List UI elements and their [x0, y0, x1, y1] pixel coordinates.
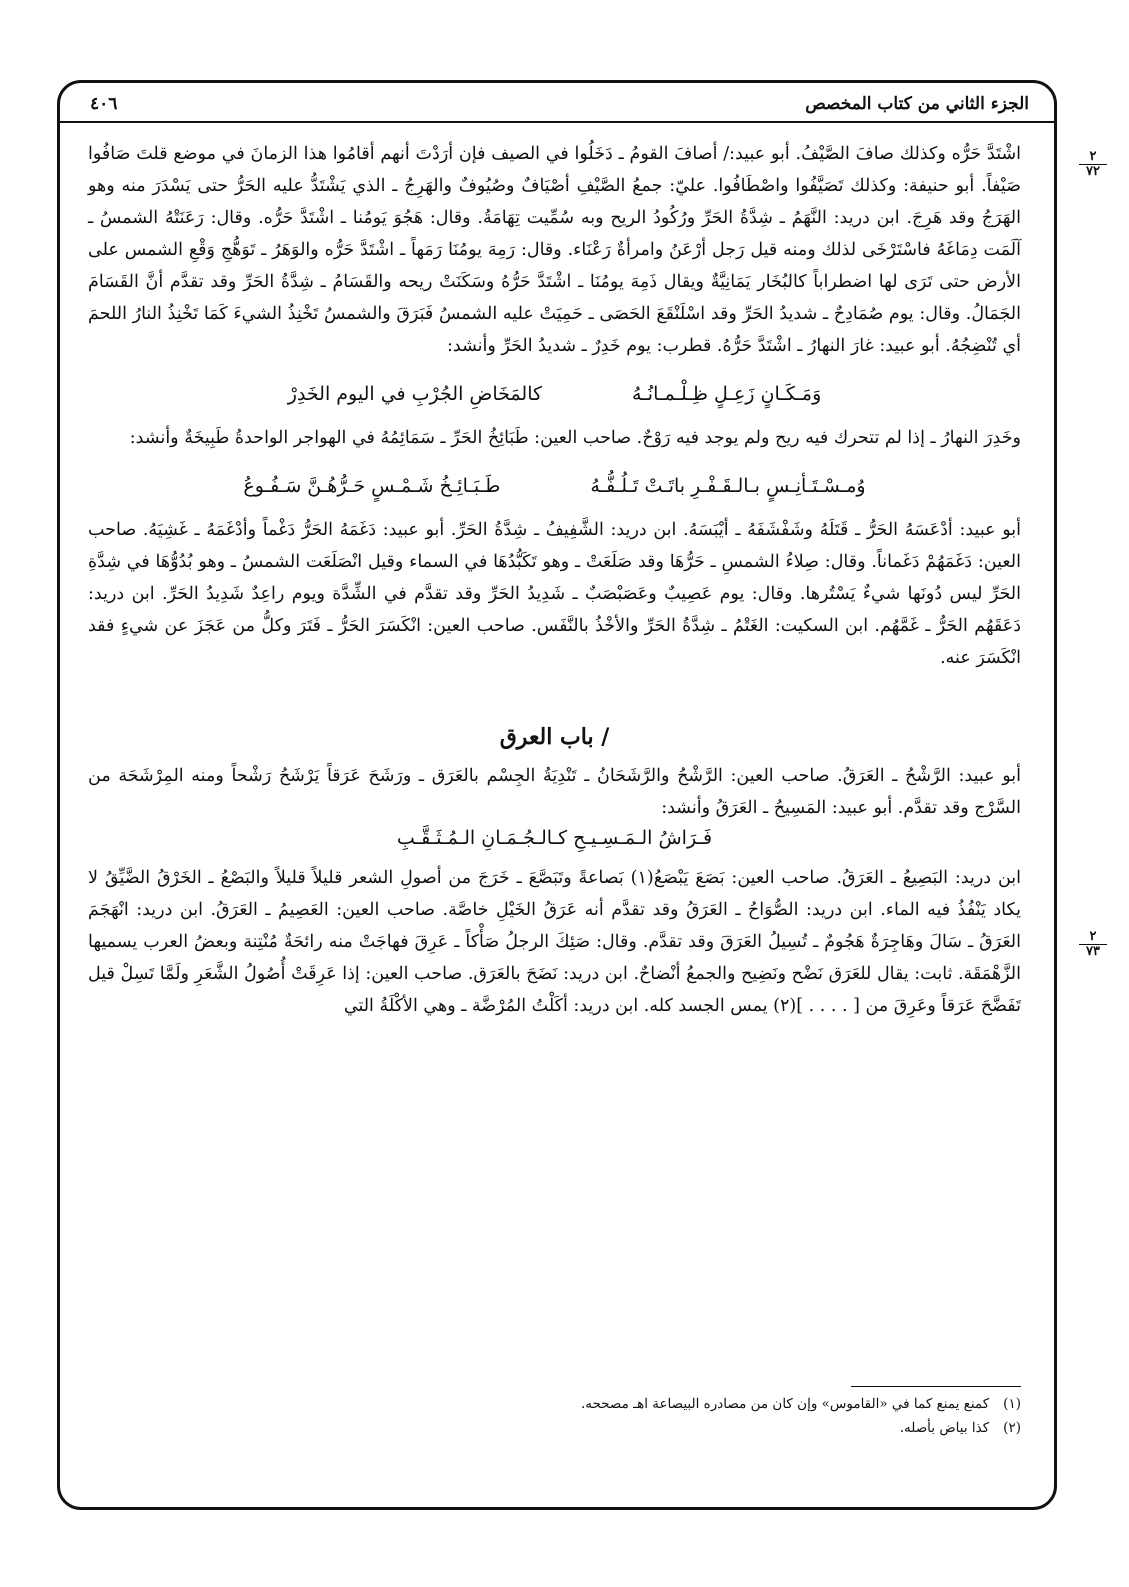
verse-2	[88, 472, 1021, 500]
verse-hemistich-first: وُمـسْـتَـأنِـسٍ بـالـقَـفْـرِ باتَـتْ تَـلُـفُّـهُ	[590, 475, 866, 497]
chapter-title: / باب العرق	[499, 724, 610, 750]
page-number: ٤٠٦	[90, 94, 118, 114]
verse-hemistich-first: وَمَـكَـانٍ زَعِـلٍ ظِـلْـمـانُـهُ	[632, 383, 822, 405]
paragraph-heat-3: أبو عبيد: أدْعَسَهُ الحَرُّ ـ قَتَلَهُ وشَفْشَفَهُ ـ أيْبَسَهُ. ابن دريد: الشَّفِيفُ ـ شِدَّةُ الحَرِّ. أبو عبيد: دَغَمَهُ الحَرُّ دَغْماً وأدْغَمَهُ ـ غَشِيَهُ. صاحب العين: دَغَمَهُمْ دَغَماناً. وقال: صِلاءُ الشمسِ ـ حَرُّهَا وقد صَلَعَتْ ـ وهو تَكَبُّدُهَا في السماء وقيل انْصَلَعَت الشمسُ ـ وهو بُدُوُّهَا في شِدَّةِ الحَرِّ ليس دُونَها شيءٌ يَسْتُرها. وقال: يوم عَصِيبٌ وعَصَبْصَبٌ ـ شَدِيدُ الحَرِّ وقد تقدَّم في الشِّدَّة ويوم راعِدٌ شَدِيدُ الحَرِّ. ابن دريد: دَعَقَهُم الحَرُّ ـ غَمَّهُم. ابن السكيت: الغَتْمُ ـ شِدَّةُ الحَرِّ والأخْذُ بالنَّفَس. صاحب العين: انْكَسَرَ الحَرُّ ـ فَتَرَ وكلُّ من عَجَزَ عن شيءٍ فقد انْكَسَرَ عنه.	[88, 520, 1021, 668]
paragraph-heat-2: وخَدِرَ النهارُ ـ إذا لم تتحرك فيه ريح ولم يوجد فيه رَوْحٌ. صاحب العين: طَبَائِخُ الحَرِّ ـ سَمَائِمُهُ في الهواجر الواحدةُ طَبِيخَةٌ وأنشد:	[129, 428, 1021, 448]
main-text	[88, 138, 1021, 1022]
margin-note-numerator: ٢	[1089, 929, 1097, 944]
verse-hemistich-second: كالمَخَاضِ الجُرْبِ في اليوم الخَدِرْ	[287, 383, 543, 405]
footnote-text: كذا بياض بأصله.	[899, 1420, 990, 1436]
paragraph-sweat-2: ابن دريد: البَصِيعُ ـ العَرَقُ. صاحب العين: بَصَعَ يَبْصَعُ(١) بَصاعةً وتَبَصَّعَ ـ خَرَجَ من أصولِ الشعر قليلاً قليلاً والبَصْعُ ـ الخَرْقُ الضَّيِّقُ لا يكاد يَنْفُذُ فيه الماء. ابن دريد: الصُّوَاحُ ـ العَرَقُ وقد تقدَّم أنه عَرَقُ الخَيْلِ خاصَّة. صاحب العين: العَصِيمُ ـ العَرَقُ. ابن دريد: انْهَجَمَ العَرَقُ ـ سَالَ وهَاجِرَةٌ هَجُومٌ ـ تُسِيلُ العَرَقَ وقد تقدَّم. وقال: صَئِكَ الرجلُ صَأْكاً ـ عَرِقَ فهاجَتْ منه رائحَةٌ مُنْتِنة وبعضُ العرب يسميها الزَّهْمَقَة. ثابت: يقال للعَرَق نَضْح ونَضِيح والجمعُ أنْضاحٌ. ابن دريد: نَضَحَ بالعَرَق. صاحب العين: إذا عَرِقَتْ أُصُولُ الشَّعَرِ ولَمَّا تَسِلْ قيل تَفَضَّحَ عَرَقاً وعَرِقَ من [ . . . . ](٢) يمس الجسد كله. ابن دريد: أكَلْتُ المُرْضَّة ـ وهي الأكْلَةُ التي	[88, 868, 1022, 1016]
margin-note-denominator: ٧٣	[1079, 944, 1107, 959]
margin-note-folio-73	[1079, 930, 1107, 958]
footnote-rule	[851, 1386, 1021, 1387]
verse-1	[88, 380, 1021, 408]
footnote-1	[88, 1392, 1021, 1416]
header-rule	[57, 121, 1057, 123]
running-head	[90, 92, 1029, 116]
margin-note-numerator: ٢	[1089, 149, 1097, 164]
margin-note-denominator: ٧٢	[1079, 164, 1107, 179]
footnotes	[88, 1392, 1021, 1440]
margin-note-folio-72	[1079, 150, 1107, 178]
footnote-number: (١)	[1003, 1396, 1021, 1412]
paragraph-heat-1: اشْتَدَّ حَرُّه وكذلك صافَ الصَّيْفُ. أبو عبيد:/ أصافَ القومُ ـ دَخَلُوا في الصيف فإن أرَدْتَ أنهم أقامُوا هذا الزمانَ في موضع قلتَ صَافُوا صَيْفاً. أبو حنيفة: وكذلك تَصَيَّفُوا واصْطَافُوا. عليّ: جمعُ الصَّيْفِ أصْيَافٌ وصُيُوفٌ والهَرِجُ ـ الذي يَشْتَدُّ عليه الحَرُّ حتى يَسْدَرَ منه وهو الهَرَجُ وقد هَرِجَ. ابن دريد: النَّهَمُ ـ شِدَّةُ الحَرِّ ورُكُودُ الريح وبه سُمِّيت تِهَامَةُ. وقال: هَجُوَ يَومُنا ـ اشْتَدَّ حَرُّه. وقال: رَعَنَتْهُ الشمسُ ـ آلَمَت دِمَاغَهُ فاسْتَرْخَى لذلك ومنه قيل رَجل أرْعَنُ وامرأةٌ رَعْنَاء. وقال: رَمِهَ يومُنَا رَمَهاً ـ اشْتَدَّ حَرُّه والوَهَرُ ـ تَوَهُّجِ وَقْعِ الشمس على الأرض حتى تَرَى لها اضطراباً كالبُخَار يَمَانِيَّةٌ ويقال ذَمِهَ يومُنَا ـ اشْتَدَّ حَرُّهُ وسَكَنَتْ ريحه والقَسَامُ ـ شِدَّةُ الحَرِّ وقد تقدَّم أنَّ القَسَامَ الجَمَالُ. وقال: يوم صُمَادِحٌ ـ شديدُ الحَرِّ وقد اسْلَنْقَعَ الحَصَى ـ حَمِيَتْ عليه الشمسُ فَبَرَقَ والشمسُ تَخْنِذُ الشيءَ كَمَا تَخْنِذُ النارُ اللحمَ أي تُنْضِجُهُ. أبو عبيد: غارَ النهارُ ـ اشْتَدَّ حَرُّهُ. قطرب: يوم خَدِرٌ ـ شديدُ الحَرِّ وأنشد:	[88, 144, 1021, 356]
footnote-2	[88, 1416, 1021, 1440]
running-title: الجزء الثاني من كتاب المخصص	[805, 94, 1029, 114]
verse-3: فَـرَاشُ الـمَـسِـيـحِ كـالـجُـمَـانِ الـمُـثَـقَّـبِ	[396, 827, 713, 849]
paragraph-sweat-1: أبو عبيد: الرَّشْحُ ـ العَرَقُ. صاحب العين: الرَّشْحُ والرَّشَحَانُ ـ تَنْدِيَةُ الجِسْم بالعَرَق ـ ورَشَحَ عَرَقاً يَرْشَحُ رَشْحاً ومنه المِرْشَحَة من السَّرْج وقد تقدَّم. أبو عبيد: المَسِيحُ ـ العَرَقُ وأنشد:	[88, 766, 1021, 818]
verse-hemistich-second: طَـبَـائِـخُ شَـمْـسٍ حَـرُّهُـنَّ سَـفُـوعُ	[243, 475, 501, 497]
footnote-number: (٢)	[1003, 1420, 1021, 1436]
footnote-text: كمنع يمنع كما في «القاموس» وإن كان من مصادره البيصاعة اهـ مصححه.	[580, 1396, 990, 1412]
